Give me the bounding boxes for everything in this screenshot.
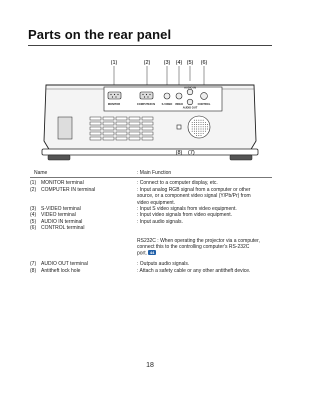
vent-slot: [90, 117, 101, 120]
row-name: CONTROL terminal: [41, 225, 85, 232]
vent-slot: [103, 122, 114, 125]
speaker-hole: [201, 124, 202, 125]
speaker-hole: [205, 129, 206, 130]
speaker-hole: [194, 133, 195, 134]
page-reference-badge[interactable]: 44: [149, 250, 155, 256]
row-number: (1): [30, 180, 37, 187]
speaker-hole: [198, 129, 199, 130]
left-panel-detail: [58, 117, 72, 139]
vent-slot: [90, 132, 101, 135]
speaker-hole: [196, 122, 197, 123]
row-function: : Input analog RGB signal from a computer or other: [137, 186, 251, 193]
speaker-hole: [194, 122, 195, 123]
video-port: [176, 93, 182, 99]
vent-slot: [142, 137, 153, 140]
row-function: : Attach a safety cable or any other antitheft device.: [137, 267, 251, 274]
table-row: [30, 268, 272, 274]
title-underline: [28, 45, 272, 46]
vent-slot: [116, 132, 127, 135]
label-monitor: MONITOR: [107, 103, 121, 106]
note-port-text: port.: [137, 250, 148, 257]
antitheft-lock-hole: [177, 125, 181, 129]
speaker-hole: [196, 133, 197, 134]
speaker-hole: [198, 120, 199, 121]
row-function: : Input video signals from video equipment.: [137, 212, 233, 219]
vent-slot: [129, 122, 140, 125]
speaker-hole: [194, 129, 195, 130]
speaker-hole: [198, 131, 199, 132]
table-rows-2: [30, 261, 272, 274]
speaker-hole: [194, 124, 195, 125]
label-audio-in: AUDIO IN: [184, 86, 196, 90]
callout-5: (5): [186, 60, 194, 66]
vent-slot: [116, 127, 127, 130]
callout-3: (3): [163, 60, 171, 66]
speaker-hole: [207, 129, 208, 130]
page-title: Parts on the rear panel: [28, 27, 172, 42]
speaker-hole: [194, 131, 195, 132]
speaker-hole: [205, 124, 206, 125]
row-number: (7): [30, 261, 37, 268]
row-function: : Input S video signals from video equipment.: [137, 206, 237, 213]
rear-panel-diagram: [28, 55, 272, 175]
audio-out-port: [187, 99, 193, 105]
speaker-hole: [196, 124, 197, 125]
row-function: source, or a component video signal (Y/Pb/Pr) from: [137, 193, 251, 200]
row-name: COMPUTER IN terminal: [41, 186, 96, 193]
callout-6: (6): [200, 60, 208, 66]
row-number: (6): [30, 225, 37, 232]
speaker-hole: [201, 126, 202, 127]
speaker-hole: [192, 122, 193, 123]
callout-4: (4): [175, 60, 183, 66]
speaker-hole: [196, 131, 197, 132]
speaker-hole: [198, 122, 199, 123]
vent-slot: [129, 117, 140, 120]
table-header: [30, 170, 272, 178]
computer-in-port: [140, 92, 153, 99]
speaker-hole: [203, 124, 204, 125]
header-function: : Main Function: [137, 170, 172, 176]
callout-7: (7): [188, 150, 195, 156]
row-function: [137, 225, 272, 231]
label-control: CONTROL: [197, 103, 211, 106]
speaker-hole: [205, 126, 206, 127]
table-row: [30, 225, 272, 231]
speaker-hole: [192, 124, 193, 125]
speaker-hole: [201, 135, 202, 136]
speaker-hole: [198, 135, 199, 136]
label-video: VIDEO: [174, 103, 184, 106]
vent-slot: [90, 137, 101, 140]
label-audio-out: AUDIO OUT: [182, 106, 198, 110]
speaker-hole: [198, 126, 199, 127]
speaker-hole: [192, 129, 193, 130]
audio-in-port: [187, 89, 193, 95]
speaker-hole: [196, 120, 197, 121]
control-port: [201, 93, 208, 100]
row-number: (2): [30, 186, 37, 193]
rs232c-note-line2: connect this to the controlling computer's RS-232C: [137, 244, 250, 251]
vent-slot: [142, 117, 153, 120]
callout-2: (2): [143, 60, 151, 66]
speaker-hole: [196, 135, 197, 136]
label-computer-in: COMPUTER IN: [136, 103, 156, 106]
rs232c-note-line3: [30, 250, 272, 257]
row-function: : Connect to a computer display, etc.: [137, 180, 218, 187]
header-name: Name: [34, 170, 48, 176]
row-number: (8): [30, 267, 37, 274]
vent-slot: [90, 122, 101, 125]
speaker-hole: [198, 124, 199, 125]
vent-slot: [116, 137, 127, 140]
vent-slot: [129, 132, 140, 135]
speaker-hole: [205, 131, 206, 132]
row-name: Antitheft lock hole: [41, 267, 81, 274]
row-function: : Outputs audio signals.: [137, 261, 190, 268]
table-rows: [30, 180, 272, 231]
speaker-hole: [203, 131, 204, 132]
speaker-hole: [201, 133, 202, 134]
speaker-hole: [198, 133, 199, 134]
parts-table: [30, 170, 272, 274]
speaker-hole: [203, 126, 204, 127]
row-name: VIDEO terminal: [41, 212, 76, 219]
vent-slot: [90, 127, 101, 130]
vent-slot: [103, 132, 114, 135]
row-name: AUDIO OUT terminal: [41, 261, 88, 268]
label-s-video: S-VIDEO: [161, 103, 173, 106]
speaker-hole: [201, 122, 202, 123]
s-video-port: [164, 93, 170, 99]
speaker-hole: [207, 124, 208, 125]
vent-slot: [142, 122, 153, 125]
speaker-hole: [203, 122, 204, 123]
speaker-hole: [207, 126, 208, 127]
callout-1: (1): [110, 60, 118, 66]
speaker-hole: [201, 131, 202, 132]
row-name: AUDIO IN terminal: [41, 218, 83, 225]
speaker-hole: [203, 120, 204, 121]
speaker-hole: [196, 126, 197, 127]
speaker-hole: [203, 133, 204, 134]
vent-slot: [116, 117, 127, 120]
speaker-hole: [203, 129, 204, 130]
callout-8: (8): [175, 150, 183, 156]
row-name: S-VIDEO terminal: [41, 206, 81, 213]
vent-slot: [129, 127, 140, 130]
speaker-hole: [205, 122, 206, 123]
speaker-hole: [201, 129, 202, 130]
row-function: video equipment.: [137, 199, 176, 206]
speaker-hole: [201, 120, 202, 121]
speaker-hole: [194, 120, 195, 121]
vent-slot: [142, 132, 153, 135]
vent-slot: [116, 122, 127, 125]
row-number: (3): [30, 206, 37, 213]
vent-slot: [103, 127, 114, 130]
rs232c-note-line1: RS232C : When operating the projector via a computer,: [137, 237, 260, 244]
vent-slot: [103, 137, 114, 140]
speaker-hole: [192, 131, 193, 132]
row-number: (4): [30, 212, 37, 219]
speaker-hole: [194, 126, 195, 127]
row-function: : Input audio signals.: [137, 218, 183, 225]
row-name: MONITOR terminal: [41, 180, 84, 187]
speaker-hole: [192, 126, 193, 127]
monitor-port: [108, 92, 121, 99]
page-number: 18: [146, 362, 154, 369]
row-number: (5): [30, 218, 37, 225]
vent-slot: [103, 117, 114, 120]
vent-slot: [142, 127, 153, 130]
speaker-hole: [196, 129, 197, 130]
vent-slot: [129, 137, 140, 140]
